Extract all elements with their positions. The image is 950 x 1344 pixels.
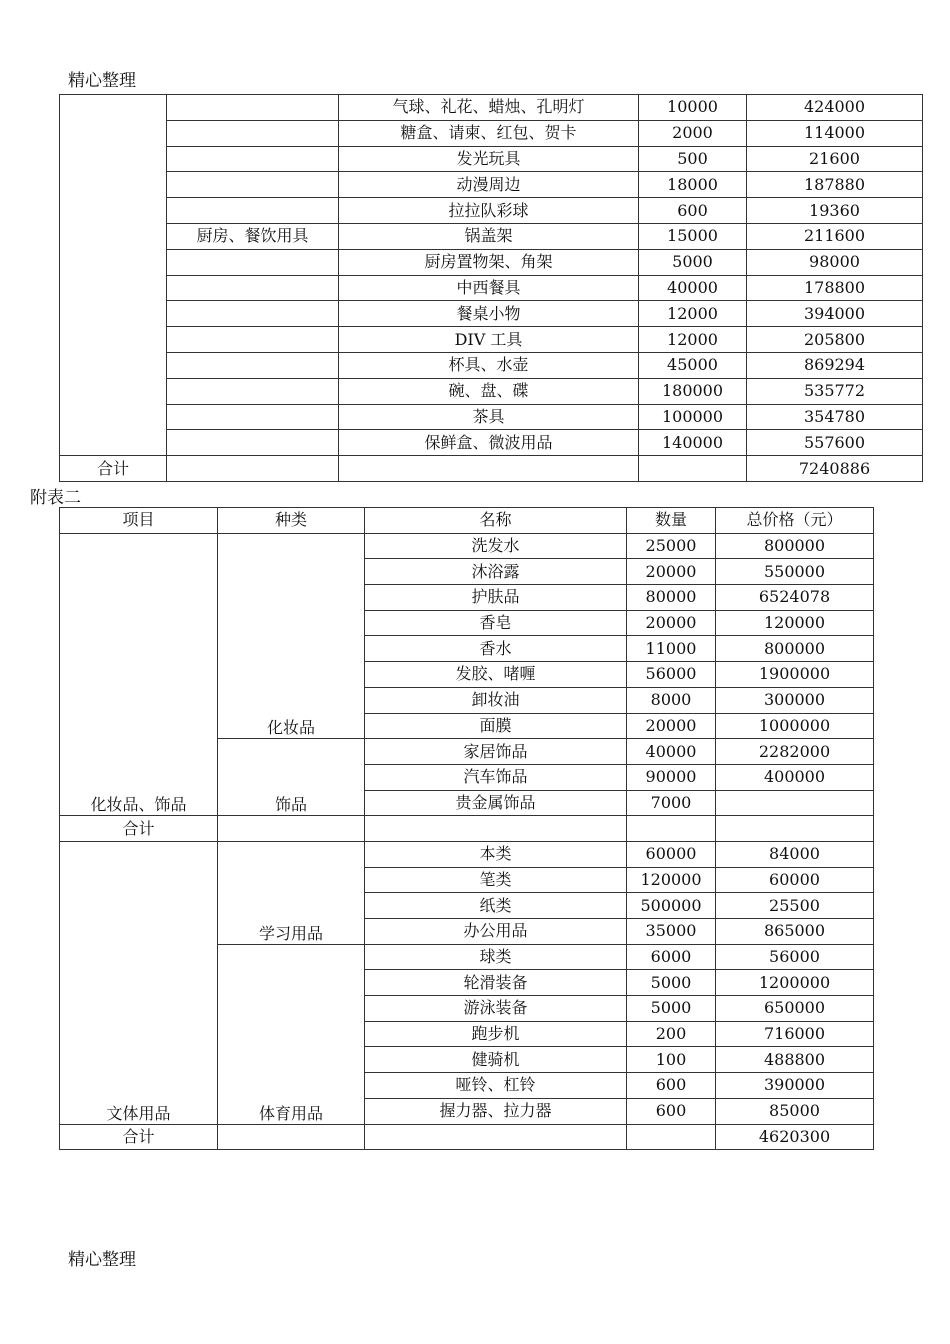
item-price: 716000 <box>716 1021 874 1047</box>
item-quantity: 200 <box>627 1021 716 1047</box>
table-row <box>60 404 923 430</box>
item-name: 厨房置物架、角架 <box>339 249 639 275</box>
item-price: 394000 <box>747 301 923 327</box>
item-name: 汽车饰品 <box>365 764 627 790</box>
item-name: 洗发水 <box>365 533 627 559</box>
category-cell <box>167 352 339 378</box>
total-row <box>60 816 874 842</box>
item-name: 轮滑装备 <box>365 970 627 996</box>
item-name: 贵金属饰品 <box>365 790 627 816</box>
table-row <box>60 275 923 301</box>
total-label: 合计 <box>60 1124 218 1150</box>
item-quantity: 500 <box>639 146 747 172</box>
item-quantity: 2000 <box>639 120 747 146</box>
item-price: 650000 <box>716 996 874 1022</box>
total-label: 合计 <box>60 456 167 482</box>
item-price: 869294 <box>747 352 923 378</box>
item-name: 动漫周边 <box>339 172 639 198</box>
item-name: 哑铃、杠铃 <box>365 1073 627 1099</box>
item-quantity: 180000 <box>639 378 747 404</box>
total-value: 4620300 <box>716 1124 874 1150</box>
empty-cell <box>339 456 639 482</box>
item-quantity: 40000 <box>627 739 716 765</box>
item-quantity: 56000 <box>627 662 716 688</box>
item-quantity: 35000 <box>627 919 716 945</box>
item-quantity: 8000 <box>627 687 716 713</box>
total-value <box>716 816 874 842</box>
item-name: 本类 <box>365 841 627 867</box>
category-cell: 学习用品 <box>218 841 365 944</box>
item-quantity: 40000 <box>639 275 747 301</box>
project-cell: 化妆品、饰品 <box>60 533 218 816</box>
item-price: 1900000 <box>716 662 874 688</box>
item-price: 488800 <box>716 1047 874 1073</box>
header-project: 项目 <box>60 508 218 534</box>
item-quantity: 20000 <box>627 713 716 739</box>
item-name: 保鲜盒、微波用品 <box>339 430 639 456</box>
page-header: 精心整理 <box>68 71 136 91</box>
header-name: 名称 <box>365 508 627 534</box>
item-price: 557600 <box>747 430 923 456</box>
item-name: 茶具 <box>339 404 639 430</box>
item-quantity: 60000 <box>627 841 716 867</box>
item-quantity: 25000 <box>627 533 716 559</box>
category-cell: 体育用品 <box>218 944 365 1124</box>
table-row <box>60 352 923 378</box>
table-row <box>60 327 923 353</box>
item-price: 1000000 <box>716 713 874 739</box>
item-name: 面膜 <box>365 713 627 739</box>
category-cell <box>167 95 339 121</box>
item-name: 香皂 <box>365 610 627 636</box>
category-cell <box>167 327 339 353</box>
empty-cell <box>627 816 716 842</box>
total-label: 合计 <box>60 816 218 842</box>
item-name: 纸类 <box>365 893 627 919</box>
item-quantity: 80000 <box>627 585 716 611</box>
category-cell <box>167 120 339 146</box>
project-cell <box>60 95 167 456</box>
table-row <box>60 301 923 327</box>
item-quantity: 100 <box>627 1047 716 1073</box>
category-cell <box>167 146 339 172</box>
page-footer: 精心整理 <box>68 1250 136 1270</box>
category-cell <box>167 378 339 404</box>
item-quantity: 18000 <box>639 172 747 198</box>
category-cell <box>167 198 339 224</box>
project-cell: 文体用品 <box>60 841 218 1124</box>
table-row <box>60 249 923 275</box>
header-row <box>60 508 874 534</box>
item-price: 2282000 <box>716 739 874 765</box>
item-price: 800000 <box>716 533 874 559</box>
item-quantity: 45000 <box>639 352 747 378</box>
item-price: 178800 <box>747 275 923 301</box>
item-price: 211600 <box>747 223 923 249</box>
category-cell <box>167 404 339 430</box>
item-price: 60000 <box>716 867 874 893</box>
item-name: 笔类 <box>365 867 627 893</box>
item-price: 550000 <box>716 559 874 585</box>
item-price: 25500 <box>716 893 874 919</box>
item-name: 办公用品 <box>365 919 627 945</box>
item-price: 6524078 <box>716 585 874 611</box>
item-price: 85000 <box>716 1098 874 1124</box>
table-row <box>60 95 923 121</box>
item-quantity: 12000 <box>639 327 747 353</box>
category-cell <box>167 430 339 456</box>
item-price: 800000 <box>716 636 874 662</box>
total-row <box>60 456 923 482</box>
item-price: 19360 <box>747 198 923 224</box>
empty-cell <box>218 1124 365 1150</box>
item-price: 84000 <box>716 841 874 867</box>
item-name: 卸妆油 <box>365 687 627 713</box>
item-name: 香水 <box>365 636 627 662</box>
item-name: 拉拉队彩球 <box>339 198 639 224</box>
item-price: 865000 <box>716 919 874 945</box>
item-price <box>716 790 874 816</box>
category-cell <box>167 249 339 275</box>
header-category: 种类 <box>218 508 365 534</box>
item-price: 535772 <box>747 378 923 404</box>
appendix-title: 附表二 <box>30 488 81 508</box>
item-name: 餐桌小物 <box>339 301 639 327</box>
item-quantity: 90000 <box>627 764 716 790</box>
empty-cell <box>639 456 747 482</box>
total-value: 7240886 <box>747 456 923 482</box>
item-quantity: 5000 <box>639 249 747 275</box>
item-quantity: 20000 <box>627 559 716 585</box>
table-row <box>60 533 874 559</box>
item-price: 1200000 <box>716 970 874 996</box>
empty-cell <box>365 816 627 842</box>
table-row <box>60 198 923 224</box>
table-row <box>60 146 923 172</box>
item-price: 21600 <box>747 146 923 172</box>
header-quantity: 数量 <box>627 508 716 534</box>
category-cell <box>167 301 339 327</box>
empty-cell <box>218 816 365 842</box>
item-name: 握力器、拉力器 <box>365 1098 627 1124</box>
item-price: 424000 <box>747 95 923 121</box>
category-cell: 化妆品 <box>218 533 365 739</box>
empty-cell <box>365 1124 627 1150</box>
item-price: 354780 <box>747 404 923 430</box>
table-row <box>60 172 923 198</box>
item-name: DIV 工具 <box>339 327 639 353</box>
category-cell <box>167 275 339 301</box>
item-price: 56000 <box>716 944 874 970</box>
item-quantity: 600 <box>639 198 747 224</box>
table-row <box>60 378 923 404</box>
item-quantity: 600 <box>627 1073 716 1099</box>
table-row <box>60 841 874 867</box>
appendix-table <box>59 507 874 1150</box>
table-row <box>60 120 923 146</box>
item-quantity: 5000 <box>627 996 716 1022</box>
item-quantity: 5000 <box>627 970 716 996</box>
item-quantity: 500000 <box>627 893 716 919</box>
item-price: 390000 <box>716 1073 874 1099</box>
item-price: 205800 <box>747 327 923 353</box>
item-quantity: 6000 <box>627 944 716 970</box>
item-name: 发光玩具 <box>339 146 639 172</box>
item-name: 跑步机 <box>365 1021 627 1047</box>
item-name: 沐浴露 <box>365 559 627 585</box>
header-total-price: 总价格（元） <box>716 508 874 534</box>
item-quantity: 120000 <box>627 867 716 893</box>
item-quantity: 140000 <box>639 430 747 456</box>
continued-items-table <box>59 94 923 482</box>
item-name: 游泳装备 <box>365 996 627 1022</box>
item-price: 187880 <box>747 172 923 198</box>
table-row <box>60 430 923 456</box>
item-name: 碗、盘、碟 <box>339 378 639 404</box>
item-quantity: 11000 <box>627 636 716 662</box>
category-cell: 饰品 <box>218 739 365 816</box>
item-quantity: 12000 <box>639 301 747 327</box>
category-cell: 厨房、餐饮用具 <box>167 223 339 249</box>
item-quantity: 100000 <box>639 404 747 430</box>
item-name: 杯具、水壶 <box>339 352 639 378</box>
item-price: 400000 <box>716 764 874 790</box>
empty-cell <box>167 456 339 482</box>
item-quantity: 15000 <box>639 223 747 249</box>
item-price: 98000 <box>747 249 923 275</box>
item-name: 中西餐具 <box>339 275 639 301</box>
item-price: 114000 <box>747 120 923 146</box>
item-name: 锅盖架 <box>339 223 639 249</box>
total-row <box>60 1124 874 1150</box>
item-quantity: 20000 <box>627 610 716 636</box>
item-price: 120000 <box>716 610 874 636</box>
empty-cell <box>627 1124 716 1150</box>
item-name: 球类 <box>365 944 627 970</box>
item-name: 护肤品 <box>365 585 627 611</box>
item-name: 家居饰品 <box>365 739 627 765</box>
item-quantity: 7000 <box>627 790 716 816</box>
item-quantity: 600 <box>627 1098 716 1124</box>
item-name: 糖盒、请柬、红包、贺卡 <box>339 120 639 146</box>
item-name: 气球、礼花、蜡烛、孔明灯 <box>339 95 639 121</box>
item-quantity: 10000 <box>639 95 747 121</box>
category-cell <box>167 172 339 198</box>
item-name: 健骑机 <box>365 1047 627 1073</box>
table-row <box>60 223 923 249</box>
item-name: 发胶、啫喱 <box>365 662 627 688</box>
item-price: 300000 <box>716 687 874 713</box>
